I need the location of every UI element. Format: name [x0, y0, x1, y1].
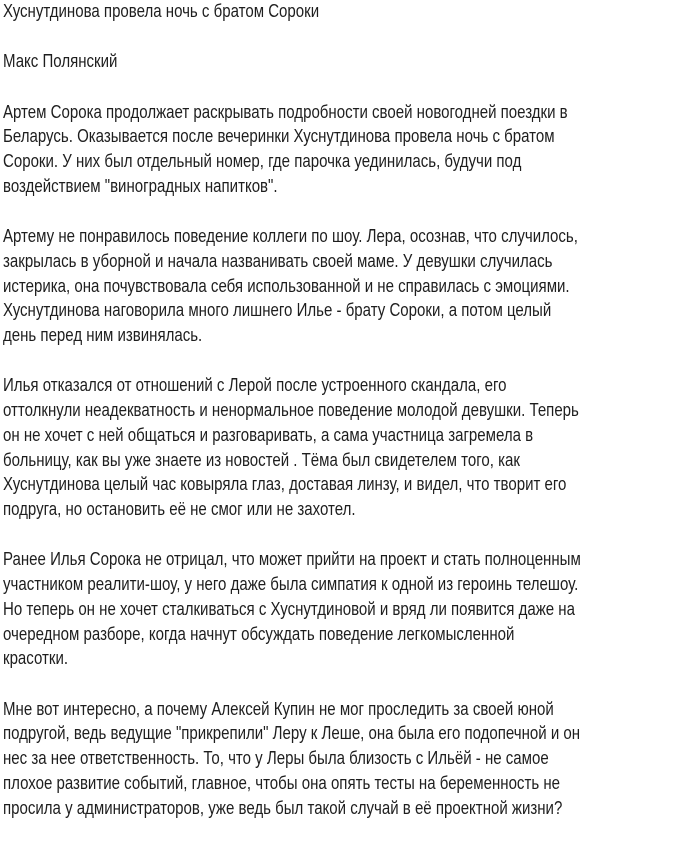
paragraph-line: Артему не понравилось поведение коллеги по шоу. Лера, осознав, что случилось, — [3, 226, 578, 246]
paragraph-line: Хуснутдинова наговорила много лишнего Илье - брату Сороки, а потом целый — [3, 300, 552, 321]
paragraph-line: оттолкнули неадекватность и ненормальное поведение молодой девушки. Теперь — [3, 400, 579, 420]
paragraph-line: воздействием "виноградных напитков". — [3, 175, 278, 196]
paragraph-line: Сороки. У них был отдельный номер, где парочка уединилась, будучи под — [3, 151, 522, 171]
paragraph-line: участником реалити-шоу, у него даже была симпатия к одной из героинь телешоу. — [3, 574, 579, 594]
paragraph-4 — [3, 547, 679, 671]
paragraph-line: Но теперь он не хочет сталкиваться с Хуснутдиновой и вряд ли появится даже на — [3, 598, 575, 619]
paragraph-line: закрылась в уборной и начала названивать своей маме. У девушки случилась — [3, 250, 553, 271]
paragraph-2 — [3, 224, 679, 348]
paragraph-line: больницу, как вы уже знаете из новостей . Тёма был свидетелем того, как — [3, 449, 520, 470]
title-text: Хуснутдинова провела ночь с братом Сороки — [3, 1, 320, 21]
paragraph-line: Ранее Илья Сорока не отрицал, что может прийти на проект и стать полноценным — [3, 549, 581, 570]
author-name: Макс Полянский — [3, 51, 118, 72]
paragraph-line: Илья отказался от отношений с Лерой после устроенного скандала, его — [3, 375, 507, 396]
paragraph-5 — [3, 697, 679, 821]
paragraph-1 — [3, 100, 679, 199]
paragraph-line: подруга, но остановить её не смог или не захотел. — [3, 499, 356, 519]
paragraph-line: просила у администраторов, уже ведь был такой случай в её проектной жизни? — [3, 797, 563, 818]
article-title — [3, 0, 679, 24]
paragraph-line: день перед ним извинялась. — [3, 325, 203, 345]
paragraph-line: красотки. — [3, 648, 69, 669]
paragraph-line: он не хочет с ней общаться и разговаривать, а сама участница загремела в — [3, 424, 534, 445]
paragraph-line: Артем Сорока продолжает раскрывать подробности своей новогодней поездки в — [3, 101, 568, 122]
paragraph-line: подругой, ведь ведущие "прикрепили" Леру к Леше, она была его подопечной и он — [3, 723, 581, 744]
paragraph-line: Мне вот интересно, а почему Алексей Купин не мог проследить за своей юной — [3, 698, 554, 719]
article — [3, 0, 679, 846]
paragraph-line: Беларусь. Оказывается после вечеринки Хуснутдинова провела ночь с братом — [3, 126, 555, 147]
paragraph-line: истерика, она почувствовала себя использованной и не справилась с эмоциями. — [3, 275, 570, 296]
article-author — [3, 49, 679, 74]
paragraph-line: Хуснутдинова целый час ковыряла глаз, доставая линзу, и видел, что творит его — [3, 474, 567, 495]
paragraph-3 — [3, 373, 679, 522]
paragraph-line: плохое развитие событий, главное, чтобы она опять тесты на беременность не — [3, 772, 560, 793]
paragraph-line: очередном разборе, когда начнут обсуждать поведение легкомысленной — [3, 623, 515, 644]
paragraph-line: нес за нее ответственность. То, что у Леры была близость с Ильёй - не самое — [3, 748, 549, 768]
